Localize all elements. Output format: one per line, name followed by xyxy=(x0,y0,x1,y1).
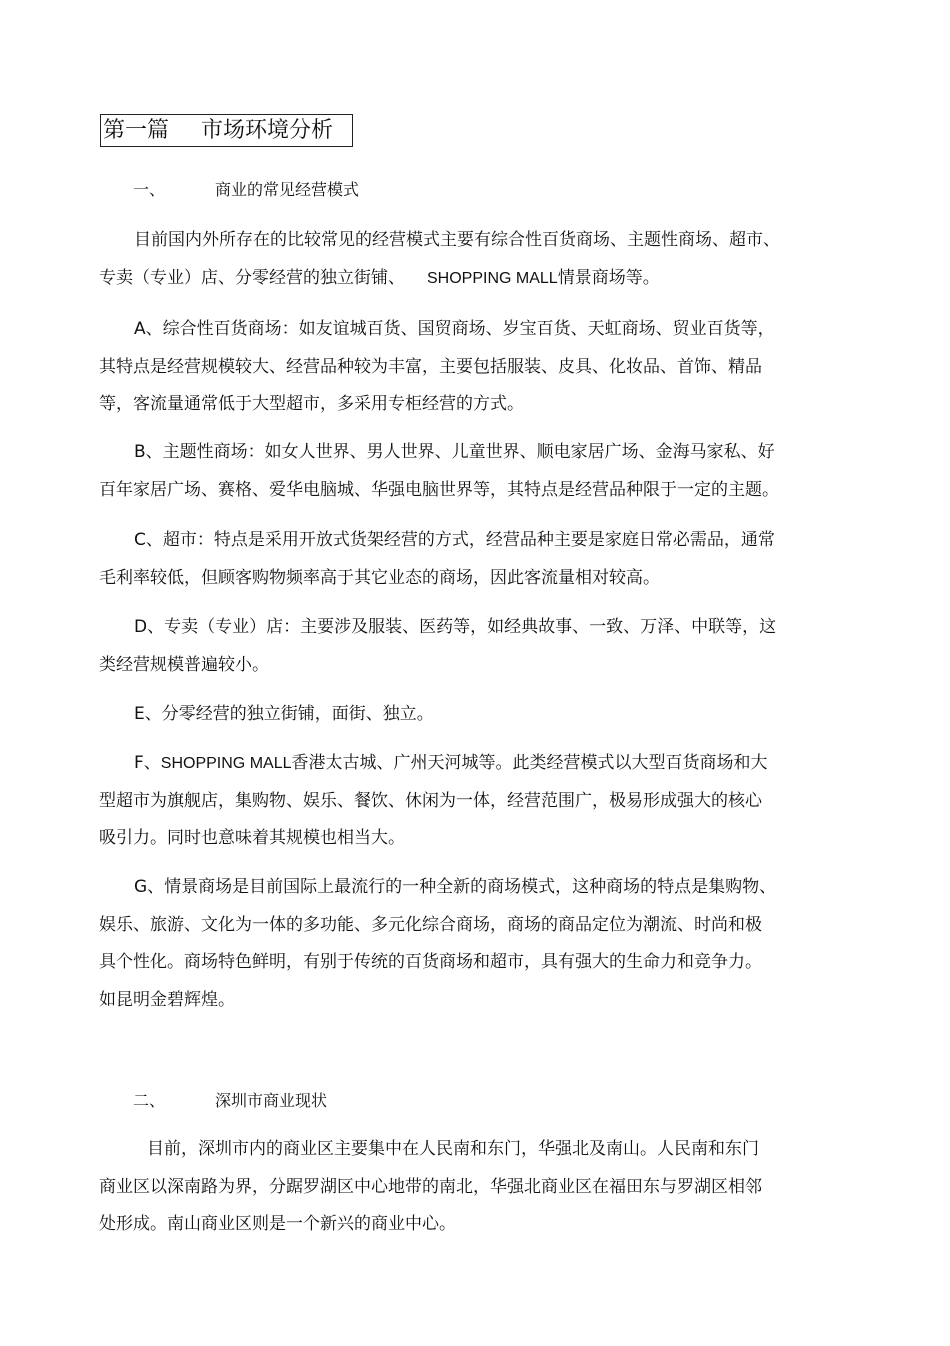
paragraph-line: 吸引力。同时也意味着其规模也相当大。 xyxy=(99,828,405,848)
paragraph-line: 处形成。南山商业区则是一个新兴的商业中心。 xyxy=(99,1214,456,1234)
paragraph-line: C、超市：特点是采用开放式货架经营的方式，经营品种主要是家庭日常必需品，通常 xyxy=(134,530,775,550)
section-number: 一、 xyxy=(133,180,166,199)
section-title: 深圳市商业现状 xyxy=(215,1091,328,1110)
shenzhen-paragraph xyxy=(99,1131,809,1244)
item-c-paragraph xyxy=(99,522,809,597)
paragraph-line: E、分零经营的独立街铺，面街、独立。 xyxy=(134,704,434,724)
item-g-paragraph xyxy=(99,869,809,1019)
paragraph-line: 型超市为旗舰店，集购物、娱乐、餐饮、休闲为一体，经营范围广，极易形成强大的核心 xyxy=(99,790,762,811)
item-f-paragraph xyxy=(99,745,809,858)
paragraph-line: 商业区以深南路为界，分踞罗湖区中心地带的南北，华强北商业区在福田东与罗湖区相邻 xyxy=(99,1176,762,1197)
paragraph-line: 目前，深圳市内的商业区主要集中在人民南和东门，华强北及南山。人民南和东门 xyxy=(147,1139,759,1159)
section-heading-2 xyxy=(133,1091,327,1111)
item-b-paragraph xyxy=(99,434,809,509)
section-title: 商业的常见经营模式 xyxy=(215,180,360,199)
paragraph-line: 目前国内外所存在的比较常见的经营模式主要有综合性百货商场、主题性商场、超市、 xyxy=(134,230,780,250)
paragraph-line: 具个性化。商场特色鲜明，有别于传统的百货商场和超市，具有强大的生命力和竞争力。 xyxy=(99,952,762,972)
paragraph-line: B、主题性商场：如女人世界、男人世界、儿童世界、顺电家居广场、金海马家私、好 xyxy=(134,442,775,462)
paragraph-line: 等，客流量通常低于大型超市，多采用专柜经营的方式。 xyxy=(99,394,524,414)
shopping-mall-term: SHOPPING MALL xyxy=(160,755,292,772)
paragraph-line: 毛利率较低，但顾客购物频率高于其它业态的商场，因此客流量相对较高。 xyxy=(99,567,660,588)
paragraph-line: 类经营规模普遍较小。 xyxy=(99,654,269,675)
paragraph-line: 百年家居广场、赛格、爱华电脑城、华强电脑世界等，其特点是经营品种限于一定的主题。 xyxy=(99,479,779,500)
item-d-paragraph xyxy=(99,609,809,684)
paragraph-line: 娱乐、旅游、文化为一体的多功能、多元化综合商场，商场的商品定位为潮流、时尚和极 xyxy=(99,914,762,935)
item-a-paragraph xyxy=(99,311,809,424)
section-number: 二、 xyxy=(133,1091,166,1110)
section-heading-1 xyxy=(133,180,359,200)
chapter-heading xyxy=(100,114,353,147)
paragraph-line: 如昆明金碧辉煌。 xyxy=(99,989,235,1010)
paragraph-line: 其特点是经营规模较大、经营品种较为丰富，主要包括服装、皮具、化妆品、首饰、精品 xyxy=(99,356,762,377)
chapter-title: 市场环境分析 xyxy=(201,118,334,143)
paragraph-line: G、情景商场是目前国际上最流行的一种全新的商场模式，这种商场的特点是集购物、 xyxy=(134,877,777,897)
paragraph-line: A、综合性百货商场：如友谊城百货、国贸商场、岁宝百货、天虹商场、贸业百货等， xyxy=(134,319,775,339)
paragraph-line: F、SHOPPING MALL香港太古城、广州天河城等。此类经营模式以大型百货商场和大 xyxy=(134,753,768,773)
item-e-paragraph xyxy=(99,696,809,734)
intro-paragraph xyxy=(99,222,809,297)
shopping-mall-term: SHOPPING MALL xyxy=(427,269,558,287)
paragraph-line: 专卖（专业）店、分零经营的独立街铺、 SHOPPING MALL情景商场等。 xyxy=(99,267,660,288)
paragraph-line: D、专卖（专业）店：主要涉及服装、医药等，如经典故事、一致、万泽、中联等，这 xyxy=(134,617,777,637)
chapter-number: 第一篇 xyxy=(103,118,170,143)
